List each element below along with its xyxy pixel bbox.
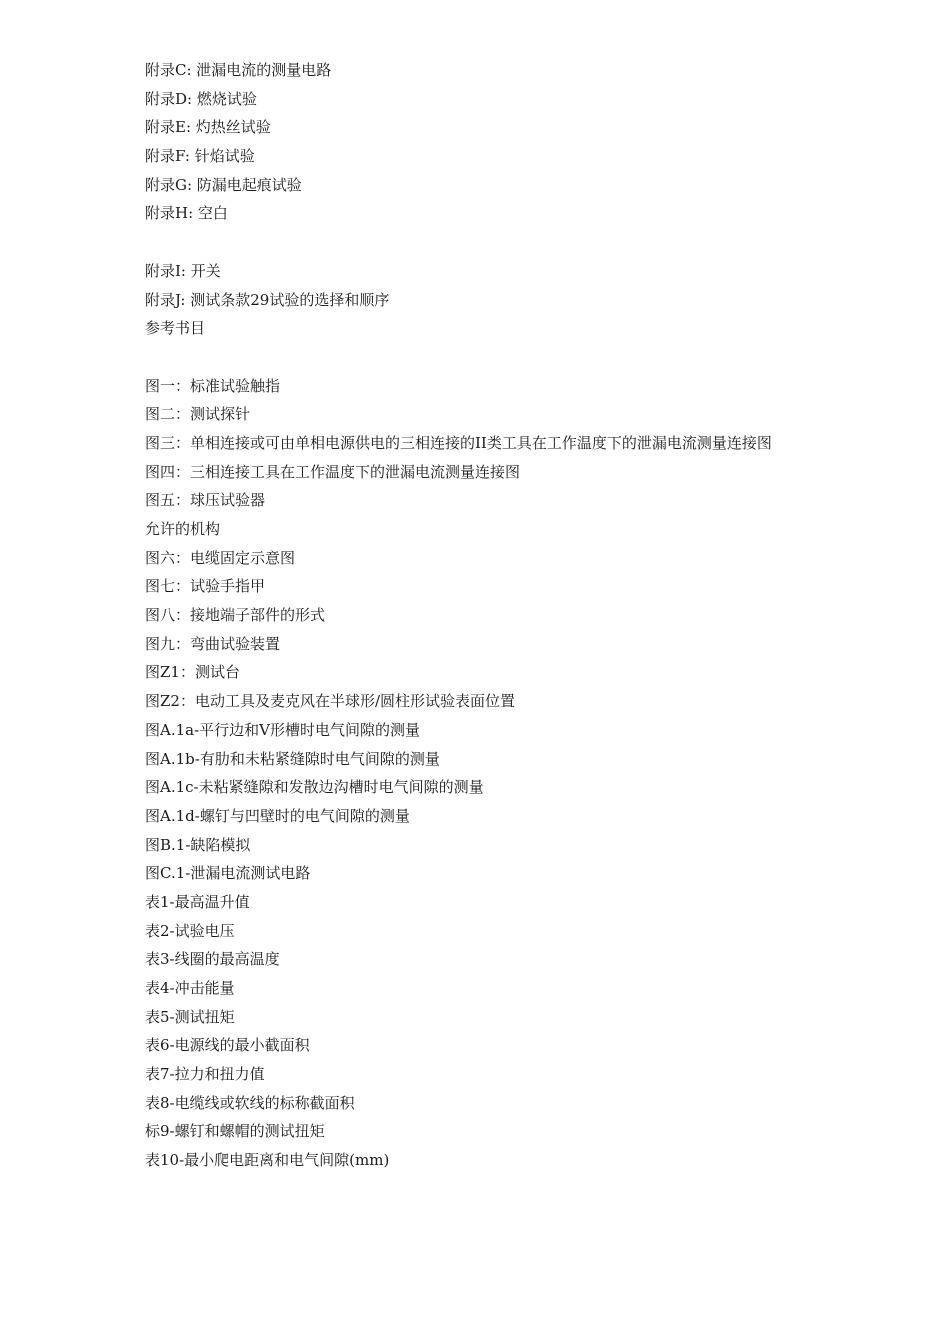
- appendix-h-line: 附录H: 空白: [145, 204, 228, 223]
- figure-b1-line: 图B.1-缺陷模拟: [145, 835, 251, 854]
- figure-5-line: 图五：球压试验器: [145, 491, 266, 510]
- spacer: [145, 228, 845, 257]
- table-4-line: 表4-冲击能量: [145, 979, 235, 998]
- table-2-line: 表2-试验电压: [145, 921, 235, 940]
- table-3-line: 表3-线圈的最高温度: [145, 950, 280, 969]
- appendix-f-line: 附录F: 针焰试验: [145, 147, 255, 166]
- figure-1-line: 图一：标准试验触指: [145, 376, 281, 395]
- figure-2-line: 图二：测试探针: [145, 405, 251, 424]
- figure-8-line: 图八：接地端子部件的形式: [145, 606, 326, 625]
- bibliography-line: 参考书目: [145, 319, 206, 338]
- spacer: [145, 343, 845, 372]
- figure-z2-line: 图Z2：电动工具及麦克风在半球形/圆柱形试验表面位置: [145, 692, 516, 711]
- appendix-d-line: 附录D: 燃烧试验: [145, 89, 257, 108]
- table-6-line: 表6-电源线的最小截面积: [145, 1036, 310, 1055]
- table-5-line: 表5-测试扭矩: [145, 1007, 235, 1026]
- table-8-line: 表8-电缆线或软线的标称截面积: [145, 1093, 355, 1112]
- table-7-line: 表7-拉力和扭力值: [145, 1065, 265, 1084]
- table-9-line: 标9-螺钉和螺帽的测试扭矩: [145, 1122, 325, 1141]
- appendix-j-line: 附录J: 测试条款29试验的选择和顺序: [145, 290, 390, 309]
- figure-6-line: 图六：电缆固定示意图: [145, 548, 296, 567]
- table-1-line: 表1-最高温升值: [145, 892, 250, 911]
- figure-z1-line: 图Z1：测试台: [145, 663, 240, 682]
- figure-c1-line: 图C.1-泄漏电流测试电路: [145, 864, 311, 883]
- figure-a1d-line: 图A.1d-螺钉与凹壁时的电气间隙的测量: [145, 806, 410, 825]
- figure-7-line: 图七：试验手指甲: [145, 577, 266, 596]
- figure-4-line: 图四：三相连接工具在工作温度下的泄漏电流测量连接图: [145, 462, 521, 481]
- appendix-g-line: 附录G: 防漏电起痕试验: [145, 175, 302, 194]
- figure-a1c-line: 图A.1c-未粘紧缝隙和发散边沟槽时电气间隙的测量: [145, 778, 484, 797]
- document-page: [145, 56, 845, 1175]
- figure-3-line: 图三：单相连接或可由单相电源供电的三相连接的II类工具在工作温度下的泄漏电流测量连接图: [145, 433, 772, 452]
- figure-9-line: 图九：弯曲试验装置: [145, 634, 281, 653]
- table-10-line: 表10-最小爬电距离和电气间隙(mm): [145, 1151, 390, 1170]
- appendix-c-line: 附录C: 泄漏电流的测量电路: [145, 61, 332, 79]
- figure-a1b-line: 图A.1b-有肋和未粘紧缝隙时电气间隙的测量: [145, 749, 440, 768]
- appendix-i-line: 附录Ⅰ: 开关: [145, 261, 221, 280]
- allowed-mechanism-line: 允许的机构: [145, 520, 221, 539]
- appendix-e-line: 附录E: 灼热丝试验: [145, 118, 271, 137]
- figure-a1a-line: 图A.1a-平行边和V形槽时电气间隙的测量: [145, 720, 420, 739]
